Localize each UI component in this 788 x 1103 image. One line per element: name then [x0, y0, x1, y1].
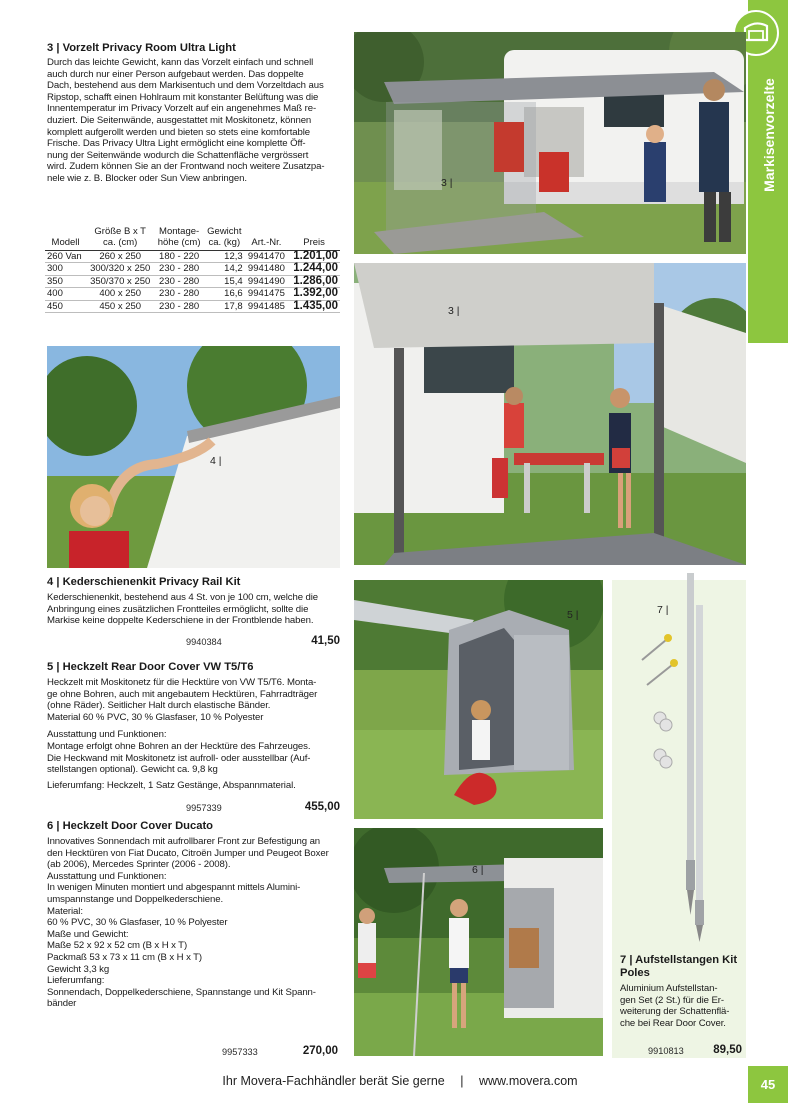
cell-preis: 1.435,00 [288, 300, 340, 312]
product-5-description: Heckzelt mit Moskitonetz für die Hecktüre von VW T5/T6. Monta- ge ohne Bohren, auch mit angebautem Hecktüren, Fahrradträger (ohne Räder). Seitlicher Halt durch elastische Bänder. Material 60 % PVC, 30 % Glasfaser, 10 % Polyester Ausstattung und Funktionen: Montage erfolgt ohne Bohren an der Hecktüre des Fahrzeuges. Die Heckwand mit Moskitonetz ist aufroll- oder ausstellbar (Auf- stellstangen optional). Gewicht ca. 9,8 kg Lieferumfang: Heckzelt, 1 Satz Gestänge, Abspannmaterial. [47, 677, 318, 791]
callout-7: 7 | [657, 604, 669, 616]
product-7-art-no: 9910813 [648, 1046, 684, 1056]
product-7-description: Aluminium Aufstellstan- gen Set (2 St.) für die Er- weiterung der Schattenflä- che bei Rear Door Cover. [620, 983, 730, 1029]
callout-5: 5 | [567, 609, 579, 621]
product-7-title: 7 | Aufstellstangen Kit Poles [620, 954, 738, 979]
cell-artnr: 9941480 [245, 263, 289, 275]
product-4-description: Kederschienenkit, bestehend aus 4 St. von je 100 cm, welche die Anbringung eines zusätzlichen Frontteiles ermöglicht, sollte die Markise keine doppelte Kederschiene in der Frontblende haben. [47, 592, 319, 627]
product-3-description: Durch das leichte Gewicht, kann das Vorzelt einfach und schnell auch durch nur einer Person aufgebaut werden. Das doppelte Dach, bestehend aus dem Markisentuch und dem Vorzeltdach aus Ripstop, schafft einen Hohlraum mit konstanter Belüftung was die Innentemperatur im Privacy Vorzelt auf ein angenehmes Maß re- duziert. Die Seitenwände, ausgestattet mit Moskitonetz, können komplett aufgerollt werden und bieten so stets eine komfortable Frische. Das Privacy Ultra Light ermöglicht eine komplette Öff- nung der Seitenwände wodurch die Schattenfläche vergrössert wird. Zudem können Sie an der Frontwand noch weitere Zusatzpa- nele wie z. B. Blocker oder Sun View anbringen. [47, 57, 325, 184]
product-7-price: 89,50 [713, 1044, 742, 1056]
callout-4: 4 | [210, 455, 222, 467]
cell-montagehoehe: 230 - 280 [154, 275, 204, 287]
photo-door-cover-ducato [354, 828, 603, 1056]
cell-gewicht: 17,8 [204, 300, 245, 312]
cell-artnr: 9941485 [245, 300, 289, 312]
cell-groesse: 260 x 250 [86, 251, 154, 263]
col-montagehoehe: Montage- höhe (cm) [154, 226, 204, 251]
page-number: 45 [748, 1066, 788, 1103]
cell-artnr: 9941470 [245, 251, 289, 263]
footer [190, 1074, 610, 1088]
photo-poles-kit [612, 570, 746, 945]
product-5-art-no: 9957339 [186, 803, 222, 813]
footer-url-link[interactable]: www.movera.com [478, 1074, 578, 1088]
cell-preis: 1.201,00 [288, 251, 340, 263]
photo-privacy-room-caravan [354, 32, 746, 254]
col-preis: Preis [288, 226, 340, 251]
callout-6: 6 | [472, 864, 484, 876]
cell-preis: 1.244,00 [288, 263, 340, 275]
product-3-spec-table [45, 226, 340, 313]
product-6-art-no: 9957333 [222, 1047, 258, 1057]
photo-privacy-room-motorhome [354, 263, 746, 565]
callout-3a: 3 | [441, 177, 453, 189]
cell-gewicht: 15,4 [204, 275, 245, 287]
callout-3b: 3 | [448, 305, 460, 317]
table-row [45, 263, 340, 275]
cell-groesse: 300/320 x 250 [86, 263, 154, 275]
cell-modell: 400 [45, 288, 86, 300]
photo-rail-kit [47, 346, 340, 568]
table-row [45, 300, 340, 312]
cell-montagehoehe: 230 - 280 [154, 263, 204, 275]
product-5-title: 5 | Heckzelt Rear Door Cover VW T5/T6 [47, 661, 254, 673]
cell-preis: 1.392,00 [288, 288, 340, 300]
cell-groesse: 350/370 x 250 [86, 275, 154, 287]
cell-groesse: 400 x 250 [86, 288, 154, 300]
col-artnr: Art.-Nr. [245, 226, 289, 251]
cell-montagehoehe: 230 - 280 [154, 288, 204, 300]
footer-separator: | [460, 1074, 464, 1088]
col-groesse: Größe B x T ca. (cm) [86, 226, 154, 251]
table-header-row [45, 226, 340, 251]
cell-preis: 1.286,00 [288, 275, 340, 287]
product-6-title: 6 | Heckzelt Door Cover Ducato [47, 820, 214, 832]
product-4-price: 41,50 [311, 635, 340, 647]
cell-modell: 260 Van [45, 251, 86, 263]
cell-modell: 450 [45, 300, 86, 312]
cell-groesse: 450 x 250 [86, 300, 154, 312]
col-modell: Modell [45, 226, 86, 251]
table-row [45, 275, 340, 287]
side-tab-label: Markisenvorzelte [761, 78, 777, 192]
cell-artnr: 9941475 [245, 288, 289, 300]
product-4-art-no: 9940384 [186, 637, 222, 647]
cell-gewicht: 12,3 [204, 251, 245, 263]
product-6-price: 270,00 [302, 1045, 338, 1057]
table-row [45, 288, 340, 300]
photo-rear-door-cover [354, 580, 603, 819]
cell-artnr: 9941490 [245, 275, 289, 287]
table-row [45, 251, 340, 263]
cell-montagehoehe: 230 - 280 [154, 300, 204, 312]
product-3-title: 3 | Vorzelt Privacy Room Ultra Light [47, 42, 236, 54]
product-6-description: Innovatives Sonnendach mit aufrollbarer Front zur Befestigung an den Hecktüren von Fiat Ducato, Citroën Jumper und Peugeot Boxer (ab 2006), Mercedes Sprinter (2006 - 2008). Ausstattung und Funktionen: In wenigen Minuten montiert und abgespannt mittels Alumini- umspannstange und Doppelkederschiene. Material: 60 % PVC, 30 % Glasfaser, 10 % Polyester Maße und Gewicht: Maße 52 x 92 x 52 cm (B x H x T) Packmaß 53 x 73 x 11 cm (B x H x T) Gewicht 3,3 kg Lieferumfang: Sonnendach, Doppelkederschiene, Spannstange und Kit Spann- bänder [47, 836, 329, 1010]
col-gewicht: Gewicht ca. (kg) [204, 226, 245, 251]
cell-modell: 350 [45, 275, 86, 287]
cell-modell: 300 [45, 263, 86, 275]
footer-text: Ihr Movera-Fachhändler berät Sie gerne [222, 1074, 445, 1088]
cell-montagehoehe: 180 - 220 [154, 251, 204, 263]
product-4-title: 4 | Kederschienenkit Privacy Rail Kit [47, 576, 241, 588]
cell-gewicht: 16,6 [204, 288, 245, 300]
product-5-price: 455,00 [304, 801, 340, 813]
cell-gewicht: 14,2 [204, 263, 245, 275]
